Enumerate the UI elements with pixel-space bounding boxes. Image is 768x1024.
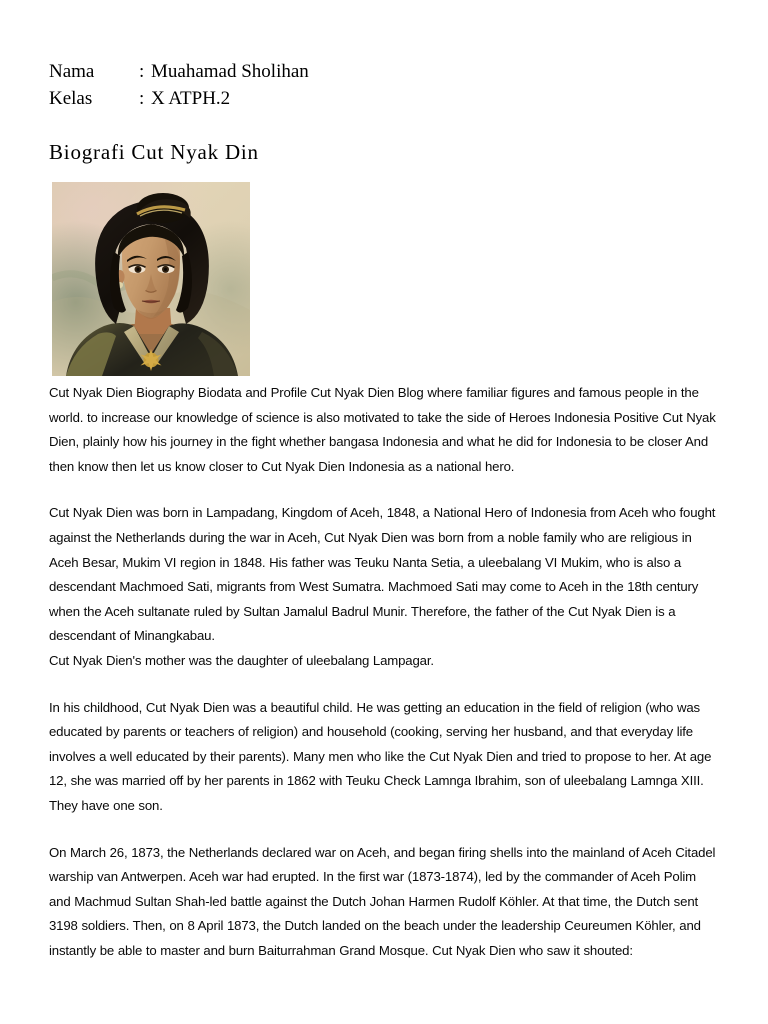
meta-value-nama: Muahamad Sholihan [151, 61, 309, 82]
meta-label-kelas: Kelas [49, 88, 93, 109]
paragraph-birth: Cut Nyak Dien was born in Lampadang, Kingdom of Aceh, 1848, a National Hero of Indonesia from Aceh who fought against the Netherlands during the war in Aceh, Cut Nyak Dien was born from a noble family who are religious in Aceh Besar, Mukim VI region in 1848. His father was Teuku Nanta Setia, a uleebalang VI Mukim, who is also a descendant Machmoed Sati, migrants from West Sumatra. Machmoed Sati may come to Aceh in the 18th century when the Aceh sultanate ruled by Sultan Jamalul Badrul Munir. Therefore, the father of the Cut Nyak Dien is a descendant of Minangkabau. [49, 505, 716, 644]
paragraph-war: On March 26, 1873, the Netherlands declared war on Aceh, and began firing shells into the mainland of Aceh Citadel warship van Antwerpen. Aceh war had erupted. In the first war (1873-1874), led by the commander of Aceh Polim and Machmud Sultan Shah-led battle against the Dutch Johan Harmen Rudolf Köhler. At that time, the Dutch sent 3198 soldiers. Then, on 8 April 1873, the Dutch landed on the beach under the leadership Ceureumen Köhler, and instantly be able to master and burn Baiturrahman Grand Mosque. Cut Nyak Dien who saw it shouted: [49, 844, 716, 958]
article-body [49, 381, 719, 963]
page-title: Biografi Cut Nyak Din [49, 140, 259, 164]
paragraph-intro: Cut Nyak Dien Biography Biodata and Profile Cut Nyak Dien Blog where familiar figures and famous people in the world. to increase our knowledge of science is also motivated to take the side of Heroes Indonesia Positive Cut Nyak Dien, plainly how his journey in the fight whether bangasa Indonesia and what he did for Indonesia to be closer And then know then let us know closer to Cut Nyak Dien Indonesia as a national hero. [49, 385, 716, 474]
meta-label-nama: Nama [49, 61, 95, 82]
portrait-illustration [52, 182, 250, 376]
meta-row-kelas [49, 85, 309, 112]
paragraph-childhood: In his childhood, Cut Nyak Dien was a beautiful child. He was getting an education in the field of religion (who was educated by parents or teachers of religion) and household (cooking, serving her husband, and that everyday life involves a well educated by their parents). Many men who like the Cut Nyak Dien and tried to propose to her. At age 12, she was married off by her parents in 1862 with Teuku Check Lamnga Ibrahim, son of uleebalang Lamnga XIII. They have one son. [49, 699, 712, 813]
meta-value-kelas: X ATPH.2 [151, 88, 231, 109]
portrait-image [52, 182, 250, 376]
meta-separator-kelas: : [139, 88, 145, 109]
paragraph-mother: Cut Nyak Dien's mother was the daughter of uleebalang Lampagar. [49, 652, 434, 668]
student-meta-block [49, 58, 309, 112]
meta-separator-nama: : [139, 61, 145, 82]
meta-row-nama [49, 58, 309, 85]
